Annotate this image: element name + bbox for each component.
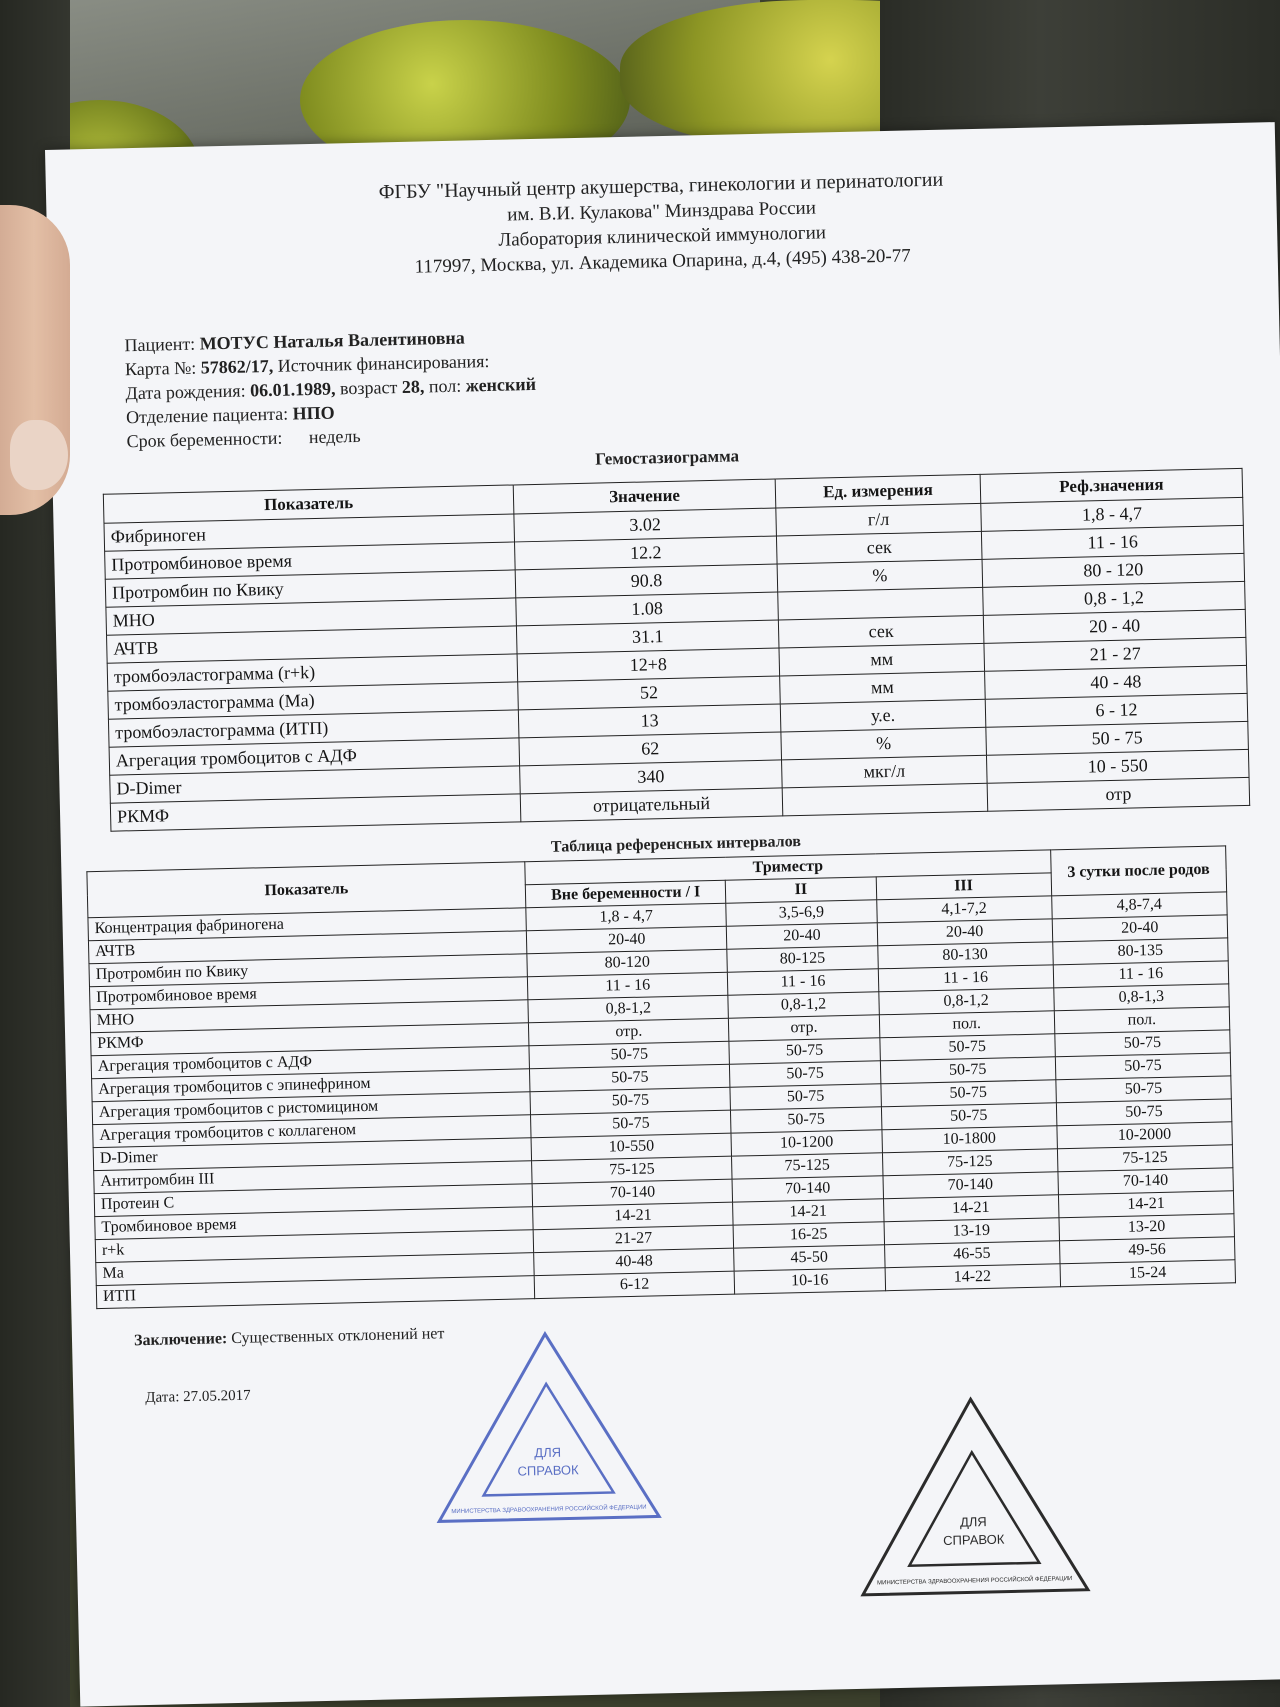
stamp-bottom-text: МИНИСТЕРСТВА ЗДРАВООХРАНЕНИЯ РОССИЙСКОЙ ФЕДЕРАЦИИ [451, 1504, 647, 1516]
ref-range-cell: 80-120 [527, 949, 728, 977]
unit-cell: сек [776, 531, 982, 564]
ref-range-cell: 50-75 [730, 1061, 881, 1087]
ref-range-cell: 49-56 [1059, 1237, 1235, 1264]
unit-cell: мм [780, 671, 986, 704]
ref-range-cell: 50-75 [880, 1057, 1056, 1084]
value-cell: 3.02 [514, 508, 777, 542]
ref-range-cell: 20-40 [1052, 915, 1228, 942]
ref-range-cell: 3,5-6,9 [726, 900, 877, 926]
ref-range-cell: 14-21 [883, 1195, 1059, 1222]
ref-range-cell: 50-75 [1055, 1053, 1231, 1080]
ref-header-trimester: Триместр [525, 850, 1051, 885]
results-header-cell: Ед. измерения [775, 474, 981, 508]
ref-range-cell: 0,8-1,2 [528, 995, 729, 1023]
ref-range-cell: пол. [1054, 1007, 1230, 1034]
ref-range-cell: 15-24 [1060, 1260, 1236, 1287]
ref-range-cell: пол. [879, 1011, 1055, 1038]
patient-info [124, 324, 537, 453]
indicator-cell: Протромбиновое время [105, 542, 516, 579]
patient-name: МОТУС Наталья Валентиновна [199, 327, 466, 354]
ref-indicator-cell: Протромбин по Квику [89, 954, 527, 987]
ref-range-cell: 50-75 [729, 1038, 880, 1064]
ref-range-cell: 20-40 [526, 926, 727, 954]
reference-cell: 10 - 550 [986, 749, 1249, 783]
ref-indicator-cell: Агрегация тромбоцитов с ристомицином [92, 1092, 530, 1125]
stamp-bottom-text: МИНИСТЕРСТВА ЗДРАВООХРАНЕНИЯ РОССИЙСКОЙ ФЕДЕРАЦИИ [877, 1576, 1073, 1587]
ref-range-cell: 0,8-1,2 [878, 988, 1054, 1015]
ref-range-cell: 0,8-1,3 [1054, 984, 1230, 1011]
unit-cell: у.е. [780, 699, 986, 732]
header-line: Лаборатория клинической иммунологии [498, 222, 827, 251]
results-header-cell: Показатель [103, 485, 514, 523]
ref-range-cell: 50-75 [530, 1087, 731, 1115]
value-cell: 31.1 [516, 620, 779, 654]
ref-indicator-cell: Тромбиновое время [95, 1207, 533, 1240]
ref-indicator-cell: ИТП [96, 1276, 534, 1309]
ref-range-cell: 11 - 16 [527, 972, 728, 1000]
label: Пациент: [124, 333, 196, 356]
ref-range-cell: 50-75 [1056, 1076, 1232, 1103]
label: Отделение пациента: [125, 403, 289, 428]
ref-range-cell: 10-550 [531, 1133, 732, 1161]
ref-range-cell: 20-40 [877, 919, 1053, 946]
ref-header-indicator: Показатель [87, 862, 526, 918]
reference-cell: 0,8 - 1,2 [983, 581, 1246, 615]
ref-range-cell: 11 - 16 [878, 965, 1054, 992]
unit-cell: г/л [776, 503, 982, 536]
ref-range-cell: 50-75 [530, 1064, 731, 1092]
ref-range-cell: 70-140 [532, 1179, 733, 1207]
ref-range-cell: отр. [529, 1018, 730, 1046]
ref-header-postpartum: 3 сутки после родов [1050, 846, 1226, 896]
ref-range-cell: 20-40 [727, 923, 878, 949]
value-cell: 12.2 [515, 536, 778, 570]
ref-range-cell: 11 - 16 [1053, 961, 1229, 988]
ref-header-iii: III [876, 873, 1052, 900]
term-unit: недель [308, 425, 361, 448]
ref-range-cell: 14-22 [885, 1264, 1061, 1291]
ref-range-cell: 50-75 [881, 1103, 1057, 1130]
ref-indicator-cell: РКМФ [91, 1023, 529, 1056]
indicator-cell: D-Dimer [110, 766, 521, 803]
ref-range-cell: 75-125 [1057, 1145, 1233, 1172]
ref-range-cell: 13-19 [884, 1218, 1060, 1245]
reference-table [86, 845, 1236, 1309]
reference-cell: 1,8 - 4,7 [981, 497, 1244, 531]
ref-range-cell: 46-55 [884, 1241, 1060, 1268]
indicator-cell: РКМФ [110, 794, 521, 831]
ref-range-cell: 10-1200 [731, 1130, 882, 1156]
value-cell: 340 [520, 760, 783, 794]
ref-range-cell: 13-20 [1059, 1214, 1235, 1241]
ref-range-cell: 50-75 [529, 1041, 730, 1069]
thumb-nail [10, 420, 68, 490]
stamp-center-line2: СПРАВОК [517, 1462, 579, 1479]
ref-indicator-cell: Агрегация тромбоцитов с эпинефрином [92, 1069, 530, 1102]
dob-value: 06.01.1989, [249, 378, 336, 401]
unit-cell: сек [778, 615, 984, 648]
label: Срок беременности: [126, 427, 283, 452]
results-table [103, 468, 1250, 832]
indicator-cell: тромбоэластограмма (ИТП) [108, 710, 519, 747]
ref-range-cell: 40-48 [534, 1248, 735, 1276]
ref-range-cell: 70-140 [1058, 1168, 1234, 1195]
reference-table-title: Таблица референсных интервалов [550, 833, 802, 856]
indicator-cell: тромбоэластограмма (Ма) [108, 682, 519, 719]
sex-value: женский [465, 373, 537, 396]
ref-indicator-cell: Протеин С [94, 1184, 532, 1217]
ref-range-cell: 50-75 [1055, 1030, 1231, 1057]
ref-indicator-cell: Агрегация тромбоцитов с коллагеном [93, 1115, 531, 1148]
ref-range-cell: 50-75 [531, 1110, 732, 1138]
reference-cell: отр [987, 777, 1250, 811]
ref-range-cell: 10-1800 [881, 1126, 1057, 1153]
ref-range-cell: 50-75 [879, 1034, 1055, 1061]
ref-range-cell: 1,8 - 4,7 [526, 903, 727, 931]
value-cell: 1.08 [516, 592, 779, 626]
value-cell: 13 [518, 704, 781, 738]
dept-value: НПО [292, 402, 335, 424]
ref-range-cell: 50-75 [880, 1080, 1056, 1107]
value-cell: 90.8 [515, 564, 778, 598]
ref-range-cell: 21-27 [533, 1225, 734, 1253]
age-value: 28, [401, 376, 425, 397]
stamp-center-line2: СПРАВОК [943, 1531, 1005, 1548]
ref-range-cell: 75-125 [732, 1153, 883, 1179]
results-header-cell: Значение [513, 479, 776, 514]
indicator-cell: Фибриноген [104, 514, 515, 551]
reference-cell: 21 - 27 [984, 637, 1247, 671]
label: пол: [428, 375, 462, 397]
label: Источник финансирования: [277, 350, 490, 376]
value-cell: отрицательный [520, 788, 783, 822]
stamp-center-line1: ДЛЯ [959, 1513, 987, 1530]
header-line: ФГБУ "Научный центр акушерства, гинекологии и перинатологии [378, 168, 944, 204]
ref-range-cell: 45-50 [734, 1245, 885, 1271]
ref-range-cell: 75-125 [532, 1156, 733, 1184]
header-line: 117997, Москва, ул. Академика Опарина, д.4, (495) 438-20-77 [414, 245, 911, 278]
indicator-cell: тромбоэластограмма (r+k) [107, 654, 518, 691]
ref-header-ii: II [726, 877, 877, 903]
ref-range-cell: 10-2000 [1057, 1122, 1233, 1149]
conclusion-label: Заключение: [133, 1330, 228, 1350]
ref-range-cell: 80-130 [877, 942, 1053, 969]
ref-range-cell: 75-125 [882, 1149, 1058, 1176]
unit-cell: мкг/л [782, 755, 988, 788]
ref-indicator-cell: Протромбиновое время [89, 977, 527, 1010]
label: Дата рождения: [125, 380, 246, 404]
ref-indicator-cell: Антитромбин III [94, 1161, 532, 1194]
value-cell: 12+8 [517, 648, 780, 682]
ref-range-cell: 10-16 [734, 1268, 885, 1294]
conclusion-text: Существенных отклонений нет [231, 1325, 445, 1348]
ref-range-cell: 14-21 [1058, 1191, 1234, 1218]
indicator-cell: МНО [106, 598, 517, 635]
ref-indicator-cell: МНО [90, 1000, 528, 1033]
ref-range-cell: 70-140 [883, 1172, 1059, 1199]
value-cell: 52 [518, 676, 781, 710]
stamp-for-reference [430, 1326, 664, 1531]
ref-range-cell: 4,1-7,2 [876, 896, 1052, 923]
ref-indicator-cell: Агрегация тромбоцитов с АДФ [91, 1046, 529, 1079]
ref-range-cell: 14-21 [733, 1199, 884, 1225]
reference-cell: 50 - 75 [986, 721, 1249, 755]
reference-cell: 11 - 16 [981, 525, 1244, 559]
ref-range-cell: 80-135 [1052, 938, 1228, 965]
ref-range-cell: 80-125 [727, 946, 878, 972]
header-line: им. В.И. Кулакова" Минздрава России [506, 197, 817, 226]
reference-cell: 40 - 48 [985, 665, 1248, 699]
label: Карта №: [124, 357, 197, 380]
stamp-for-reference [853, 1392, 1093, 1602]
reference-cell: 20 - 40 [983, 609, 1246, 643]
reference-cell: 6 - 12 [985, 693, 1248, 727]
ref-range-cell: 0,8-1,2 [728, 992, 879, 1018]
card-number: 57862/17, [200, 355, 274, 378]
indicator-cell: АЧТВ [107, 626, 518, 663]
ref-header-outside: Вне беременности / I [525, 880, 726, 908]
results-header-cell: Реф.значения [980, 468, 1243, 503]
ref-range-cell: 16-25 [733, 1222, 884, 1248]
ref-range-cell: 50-75 [730, 1084, 881, 1110]
indicator-cell: Протромбин по Квику [105, 570, 516, 607]
ref-indicator-cell: Ма [96, 1253, 534, 1286]
stamp-center-line1: ДЛЯ [534, 1444, 562, 1461]
ref-indicator-cell: r+k [95, 1230, 533, 1263]
label: возраст [339, 377, 398, 399]
ref-range-cell: отр. [729, 1015, 880, 1041]
indicator-cell: Агрегация тромбоцитов с АДФ [109, 738, 520, 775]
unit-cell: мм [779, 643, 985, 676]
report-date: Дата: 27.05.2017 [145, 1387, 251, 1407]
lab-report-sheet [45, 122, 1280, 1707]
unit-cell: % [777, 559, 983, 592]
ref-range-cell: 70-140 [732, 1176, 883, 1202]
ref-indicator-cell: Концентрация фабриногена [88, 908, 526, 941]
ref-range-cell: 4,8-7,4 [1051, 892, 1227, 919]
ref-range-cell: 50-75 [1056, 1099, 1232, 1126]
ref-range-cell: 6-12 [534, 1271, 735, 1299]
unit-cell [782, 783, 988, 816]
ref-indicator-cell: АЧТВ [88, 931, 526, 964]
value-cell: 62 [519, 732, 782, 766]
reference-cell: 80 - 120 [982, 553, 1245, 587]
lab-header [46, 160, 1278, 288]
unit-cell: % [781, 727, 987, 760]
ref-range-cell: 11 - 16 [728, 969, 879, 995]
ref-range-cell: 50-75 [731, 1107, 882, 1133]
document-title: Гемостазиограмма [595, 446, 740, 469]
ref-range-cell: 14-21 [533, 1202, 734, 1230]
ref-indicator-cell: D-Dimer [93, 1138, 531, 1171]
conclusion [134, 1325, 445, 1350]
